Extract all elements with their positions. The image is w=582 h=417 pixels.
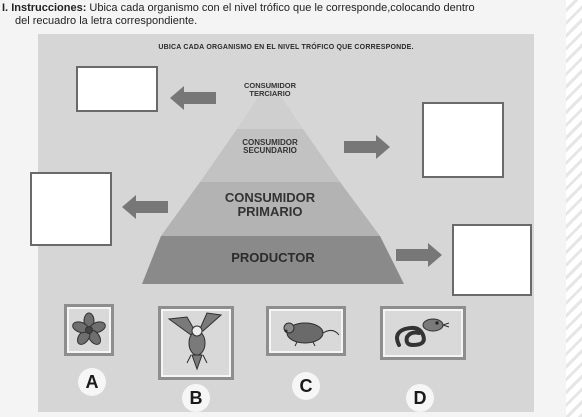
level-label-terciario-line1: CONSUMIDOR: [243, 81, 297, 90]
level-label-primario-line1: CONSUMIDOR: [224, 190, 316, 205]
letter-b: B: [182, 384, 210, 412]
level-label-secundario-line2: SECUNDARIO: [243, 146, 297, 156]
organism-card-b[interactable]: [158, 306, 234, 380]
snake-icon: [383, 309, 463, 357]
answer-box-primario[interactable]: [30, 172, 112, 246]
mouse-icon: [269, 309, 343, 353]
answer-box-terciario[interactable]: [76, 66, 158, 112]
arrow-left-primario: [122, 194, 170, 220]
arrow-left-terciario: [170, 85, 218, 111]
level-label-secundario: [210, 139, 330, 156]
arrow-right-productor: [396, 242, 444, 268]
level-label-secundario-line1: CONSUMIDOR: [242, 138, 298, 147]
instructions-number: I.: [2, 2, 9, 14]
organism-card-c[interactable]: [266, 306, 346, 356]
instructions-text: Ubica cada organismo con el nivel trófico que le corresponde,colocando dentro: [86, 2, 475, 14]
level-label-productor-line1: PRODUCTOR: [231, 250, 315, 265]
arrow-right-secundario: [344, 134, 392, 160]
page-edge-pattern: [566, 0, 582, 417]
worksheet-panel: [38, 34, 534, 412]
organism-card-a[interactable]: [64, 304, 114, 356]
level-label-primario: [195, 191, 345, 218]
eagle-icon: [161, 309, 231, 377]
instructions-text-line2: del recuadro la letra correspondiente.: [15, 15, 198, 27]
level-label-primario-line2: PRIMARIO: [237, 203, 303, 219]
instructions: [2, 2, 564, 28]
answer-box-secundario[interactable]: [422, 102, 504, 178]
instructions-lead: Instrucciones:: [11, 2, 87, 14]
worksheet-title: UBICA CADA ORGANISMO EN EL NIVEL TRÓFICO QUE CORRESPONDE.: [158, 44, 414, 51]
level-label-terciario: [220, 82, 320, 98]
organism-card-d[interactable]: [380, 306, 466, 360]
answer-box-productor[interactable]: [452, 224, 532, 296]
letter-d: D: [406, 384, 434, 412]
level-label-productor: [198, 251, 348, 265]
letter-a: A: [78, 368, 106, 396]
flower-icon: [67, 307, 111, 353]
level-label-terciario-line2: TERCIARIO: [249, 88, 291, 98]
letter-c: C: [292, 372, 320, 400]
